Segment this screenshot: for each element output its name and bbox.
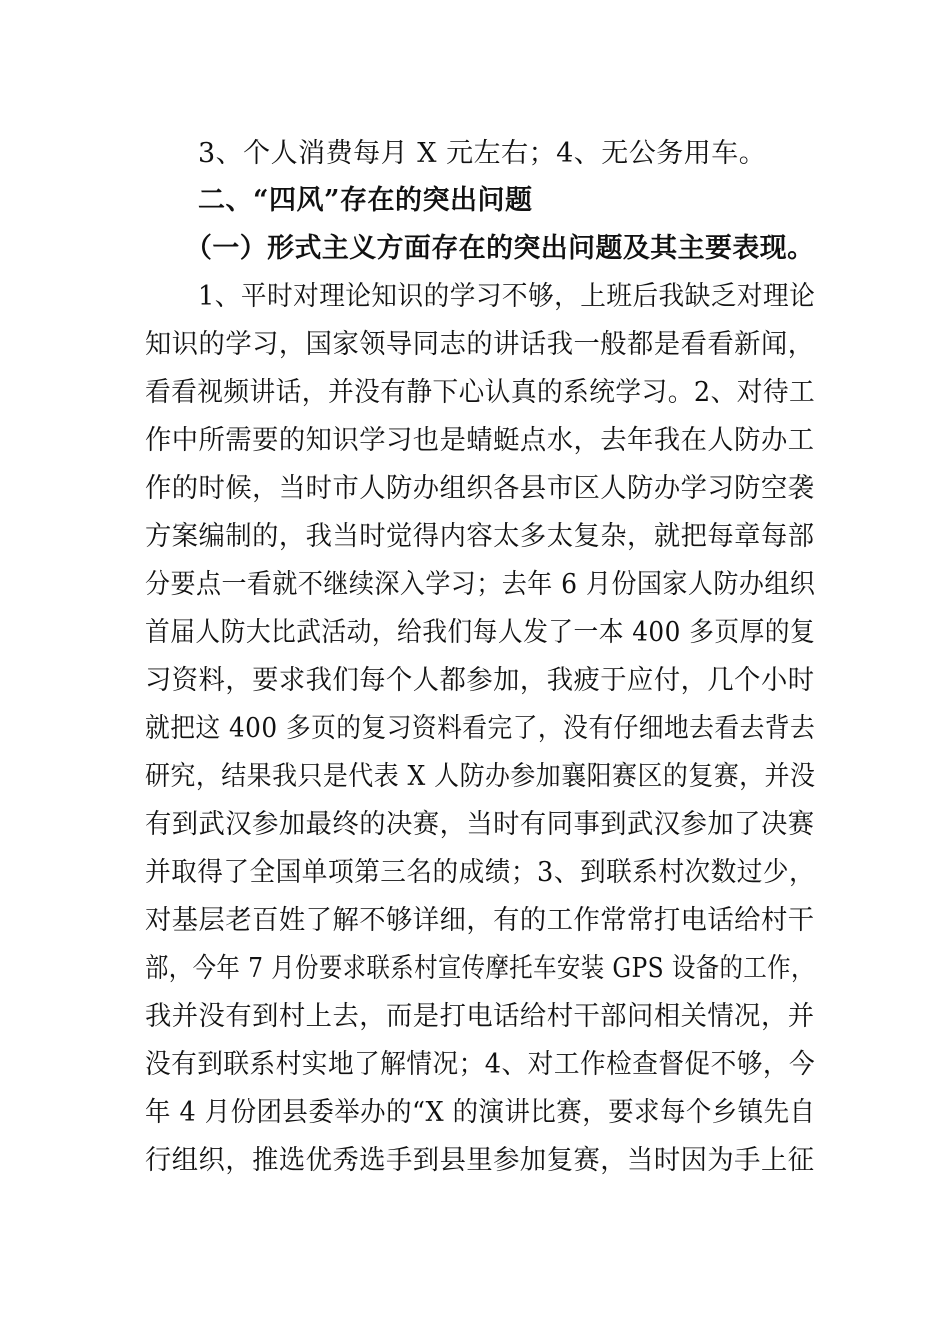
paragraph-line: 年 4 月份团县委举办的“X 的演讲比赛，要求每个乡镇先自 [145,1097,816,1128]
paragraph-line: 对基层老百姓了解不够详细，有的工作常常打电话给村干 [145,905,815,936]
paragraph-line: 有到武汉参加最终的决赛，当时有同事到武汉参加了决赛 [145,809,815,840]
paragraph-line: 部，今年 7 月份要求联系村宣传摩托车安装 GPS 设备的工作， [145,953,815,984]
paragraph-line: 作的时候，当时市人防办组织各县市区人防办学习防空袭 [145,473,815,504]
paragraph-line: 习资料，要求我们每个人都参加，我疲于应付，几个小时 [145,665,815,696]
paragraph-line: 没有到联系村实地了解情况；4、对工作检查督促不够，今 [145,1049,816,1080]
paragraph-line: 行组织，推选优秀选手到县里参加复赛，当时因为手上征 [145,1145,815,1176]
paragraph-line: 看看视频讲话，并没有静下心认真的系统学习。2、对待工 [145,377,816,408]
section-heading: 二、“四风”存在的突出问题 [198,185,533,216]
paragraph-line: 分要点一看就不继续深入学习；去年 6 月份国家人防办组织 [145,569,816,600]
paragraph-line: 知识的学习，国家领导同志的讲话我一般都是看看新闻， [145,329,815,360]
paragraph-line: 研究，结果我只是代表 X 人防办参加襄阳赛区的复赛，并没 [145,761,816,792]
subsection-heading: （一）形式主义方面存在的突出问题及其主要表现。 [185,233,815,264]
paragraph-line: 我并没有到村上去，而是打电话给村干部问相关情况，并 [145,1001,815,1032]
paragraph-line: 首届人防大比武活动，给我们每人发了一本 400 多页厚的复 [145,617,816,648]
paragraph-line: 3、个人消费每月 X 元左右；4、无公务用车。 [198,138,767,169]
paragraph-line: 并取得了全国单项第三名的成绩；3、到联系村次数过少， [145,857,816,888]
paragraph-line: 作中所需要的知识学习也是蜻蜓点水，去年我在人防办工 [145,425,815,456]
paragraph-line: 1、平时对理论知识的学习不够，上班后我缺乏对理论 [198,281,816,312]
paragraph-line: 就把这 400 多页的复习资料看完了，没有仔细地去看去背去 [145,713,816,744]
paragraph-line: 方案编制的，我当时觉得内容太多太复杂，就把每章每部 [145,521,815,552]
